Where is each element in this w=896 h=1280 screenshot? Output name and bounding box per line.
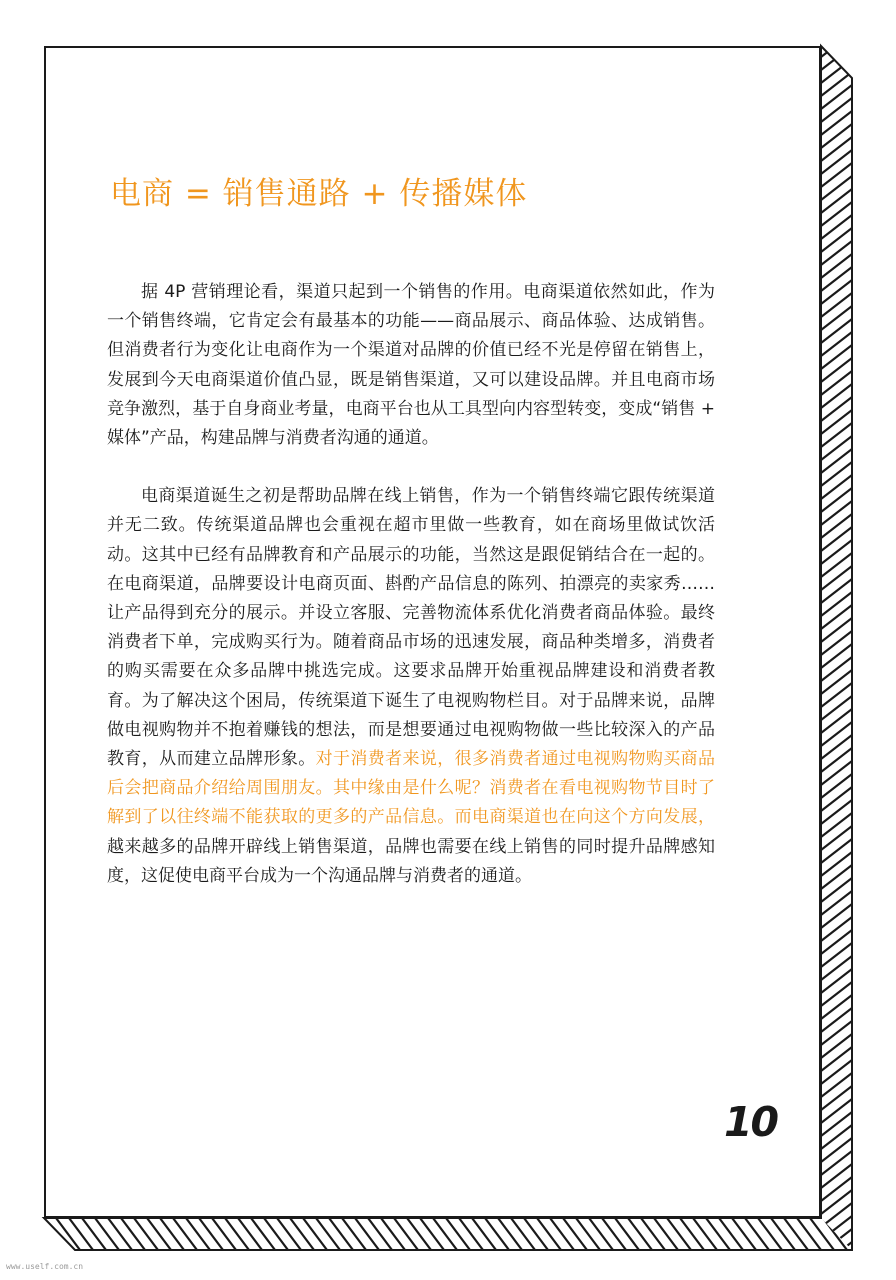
paragraph-2-highlight: 对于消费者来说，很多消费者通过电视购物购买商品后会把商品介绍给周围朋友。其中缘由是什么呢？消费者在看电视购物节目时了解到了以往终端不能获取的更多的产品信息。而电商渠道也在向这个方向发展，	[107, 749, 716, 828]
paragraph-2	[107, 482, 715, 891]
page-title: 电商 = 销售通路 + 传播媒体	[110, 176, 528, 212]
watermark-text: www.uself.com.cn	[6, 1262, 84, 1271]
paragraph-2-tail: 越来越多的品牌开辟线上销售渠道，品牌也需要在线上销售的同时提升品牌感知度，这促使电商平台成为一个沟通品牌与消费者的通道。	[107, 836, 715, 886]
page-number: 10	[724, 1098, 778, 1146]
article-body	[107, 278, 715, 891]
paragraph-2-lead: 电商渠道诞生之初是帮助品牌在线上销售，作为一个销售终端它跟传统渠道并无二致。传统渠道品牌也会重视在超市里做一些教育，如在商场里做试饮活动。这其中已经有品牌教育和产品展示的功能，当然这是跟促销结合在一起的。在电商渠道，品牌要设计电商页面、斟酌产品信息的陈列、拍漂亮的卖家秀……让产品得到充分的展示。并设立客服、完善物流体系优化消费者商品体验。最终消费者下单，完成购买行为。随着商品市场的迅速发展，商品种类增多，消费者的购买需要在众多品牌中挑选完成。这要求品牌开始重视品牌建设和消费者教育。为了解决这个困局，传统渠道下诞生了电视购物栏目。对于品牌来说，品牌做电视购物并不抱着赚钱的想法，而是想要通过电视购物做一些比较深入的产品教育，从而建立品牌形象。	[107, 486, 715, 770]
paragraph-1: 据 4P 营销理论看，渠道只起到一个销售的作用。电商渠道依然如此，作为一个销售终端，它肯定会有最基本的功能——商品展示、商品体验、达成销售。但消费者行为变化让电商作为一个渠道对品牌的价值已经不光是停留在销售上，发展到今天电商渠道价值凸显，既是销售渠道，又可以建设品牌。并且电商市场竞争激烈，基于自身商业考量，电商平台也从工具型向内容型转变，变成“销售 + 媒体”产品，构建品牌与消费者沟通的通道。	[107, 282, 715, 449]
